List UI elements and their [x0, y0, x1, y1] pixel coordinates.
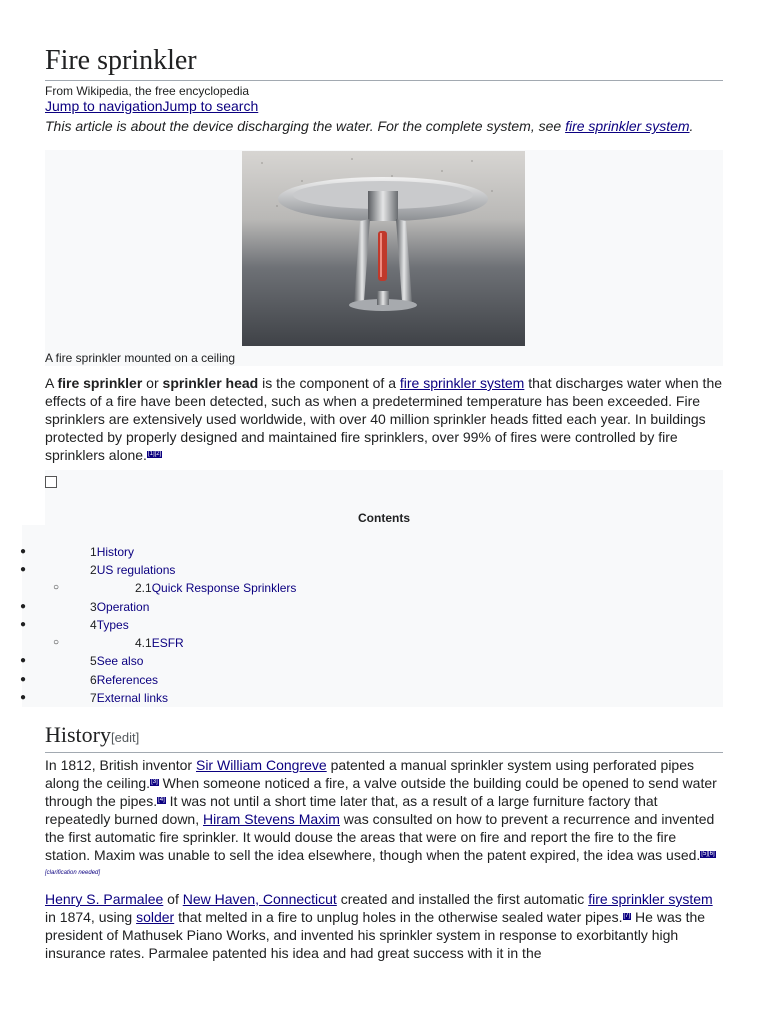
toc-item-history[interactable] — [90, 544, 134, 560]
intro-text: is the component of a — [258, 375, 400, 391]
toc-number: 6 — [90, 673, 97, 687]
toc-link[interactable]: Types — [96, 618, 129, 632]
hatnote — [45, 117, 705, 135]
toc-item-operation[interactable] — [90, 599, 149, 615]
paragraph-text: was consulted on how to prevent a recurrence and invented the first automatic fire sprinkler. It would douse the areas that were on fire and report the fire to the fire station. Maxim was unable to sell the idea elsewhere, though when the patent expired, the idea was used. — [45, 811, 715, 863]
toc-number: 2 — [90, 563, 97, 577]
paragraph-text: that melted in a fire to unplug holes in the otherwise sealed water pipes. — [174, 909, 623, 925]
paragraph-text: It was not until a short time later that, as a result of a large furniture factory that repeatedly burned down, — [45, 793, 658, 827]
edit-link-text[interactable]: [edit] — [111, 730, 140, 745]
toc-link[interactable]: History — [96, 545, 135, 559]
hatnote-text: This article is about the device discharging the water. For the complete system, see — [45, 118, 566, 134]
toc-bullet: ● — [20, 655, 27, 666]
toc-toggle-checkbox[interactable] — [45, 476, 57, 488]
image-caption: A fire sprinkler mounted on a ceiling — [45, 351, 236, 365]
toc-link[interactable]: External links — [96, 691, 169, 705]
page-title: Fire sprinkler — [45, 44, 723, 81]
toc-item-quick-response-sprinklers[interactable] — [135, 580, 296, 596]
intro-text: or — [142, 375, 163, 391]
citation-link[interactable]: [3] — [151, 779, 158, 785]
toc-number: 3 — [90, 600, 97, 614]
toc-bullet: ● — [20, 564, 27, 575]
toc-item-us-regulations[interactable] — [90, 562, 175, 578]
toc-number: 7 — [90, 691, 97, 705]
intro-bold-term: fire sprinkler — [57, 375, 143, 391]
toc-sub-bullet: ○ — [53, 582, 60, 593]
paragraph-text: of — [163, 891, 183, 907]
paragraph-text: In 1812, British inventor — [45, 757, 196, 773]
edit-section-link[interactable] — [111, 730, 139, 745]
fire-sprinkler-system-link[interactable]: fire sprinkler system — [588, 891, 713, 907]
citation-link[interactable]: [5][6] — [701, 851, 715, 857]
toc-item-external-links[interactable] — [90, 690, 168, 706]
toc-link[interactable]: ESFR — [151, 636, 184, 650]
citation-link[interactable]: [7] — [623, 913, 631, 919]
toc-bullet: ● — [20, 692, 27, 703]
toc-link[interactable]: References — [96, 673, 159, 687]
toc-item-references[interactable] — [90, 672, 158, 688]
intro-paragraph — [45, 374, 725, 464]
paragraph-text: He was the president of Mathusek Piano Works, and invented his sprinkler system in response to exorbitantly high insurance rates. Parmalee patented his idea and had great success with it in the — [45, 909, 706, 961]
paragraph-text: in 1874, using — [45, 909, 137, 925]
toc-item-see-also[interactable] — [90, 653, 143, 669]
toc-link[interactable]: See also — [96, 654, 144, 668]
intro-text: A — [45, 375, 58, 391]
jump-to-navigation-link[interactable]: Jump to navigation — [45, 98, 163, 114]
intro-bold-term: sprinkler head — [162, 375, 259, 391]
toc-item-types[interactable] — [90, 617, 129, 633]
hiram-maxim-link[interactable]: Hiram Stevens Maxim — [203, 811, 340, 827]
hatnote-end: . — [689, 118, 694, 134]
jump-links — [45, 98, 258, 114]
toc-item-esfr[interactable] — [135, 635, 184, 651]
paragraph-text: When someone noticed a fire, a valve outside the building could be opened to send water through the pipes. — [45, 775, 717, 809]
fire-sprinkler-system-link[interactable]: fire sprinkler system — [399, 375, 525, 391]
toc-bullet: ● — [20, 601, 27, 612]
section-heading-text: History — [45, 722, 111, 747]
history-paragraph-1 — [45, 756, 725, 883]
toc-link[interactable]: US regulations — [96, 563, 176, 577]
toc-number: 5 — [90, 654, 97, 668]
citation-link[interactable]: [4] — [158, 797, 165, 803]
toc-number: 4 — [90, 618, 97, 632]
clarification-needed-link[interactable]: [clarification needed] — [45, 870, 101, 876]
section-heading-history — [45, 721, 723, 753]
paragraph-text: patented a manual sprinkler system using perforated pipes along the ceiling. — [45, 757, 695, 791]
history-paragraph-2 — [45, 890, 725, 962]
intro-text: that discharges water when the effects of a fire have been detected, such as when a predetermined temperature has been exceeded. Fire sprinklers are extensively used worldwide, with over 40 million sprinkler heads fitted each year. In buildings protected by properly designed and maintained fire sprinklers, over 99% of fires were controlled by fire sprinklers alone. — [45, 375, 723, 463]
jump-to-search-link[interactable]: Jump to search — [162, 98, 259, 114]
toc-bullet: ● — [20, 546, 27, 557]
toc-title: Contents — [358, 511, 410, 525]
fire-sprinkler-system-link[interactable]: fire sprinkler system — [565, 118, 690, 134]
henry-parmalee-link[interactable]: Henry S. Parmalee — [45, 891, 164, 907]
fire-sprinkler-image[interactable] — [242, 151, 525, 346]
paragraph-text: created and installed the first automatic — [336, 891, 589, 907]
toc-link[interactable]: Operation — [96, 600, 150, 614]
toc-number: 1 — [90, 545, 97, 559]
citation-link[interactable]: [1][2] — [147, 451, 162, 457]
william-congreve-link[interactable]: Sir William Congreve — [195, 757, 327, 773]
toc-number: 4.1 — [135, 636, 152, 650]
tagline: From Wikipedia, the free encyclopedia — [45, 84, 250, 98]
toc-bullet: ● — [20, 619, 27, 630]
toc-link[interactable]: Quick Response Sprinklers — [151, 581, 297, 595]
toc-number: 2.1 — [135, 581, 152, 595]
toc-sub-bullet: ○ — [53, 637, 60, 648]
new-haven-link[interactable]: New Haven, Connecticut — [182, 891, 337, 907]
solder-link[interactable]: solder — [136, 909, 175, 925]
toc-bullet: ● — [20, 674, 27, 685]
